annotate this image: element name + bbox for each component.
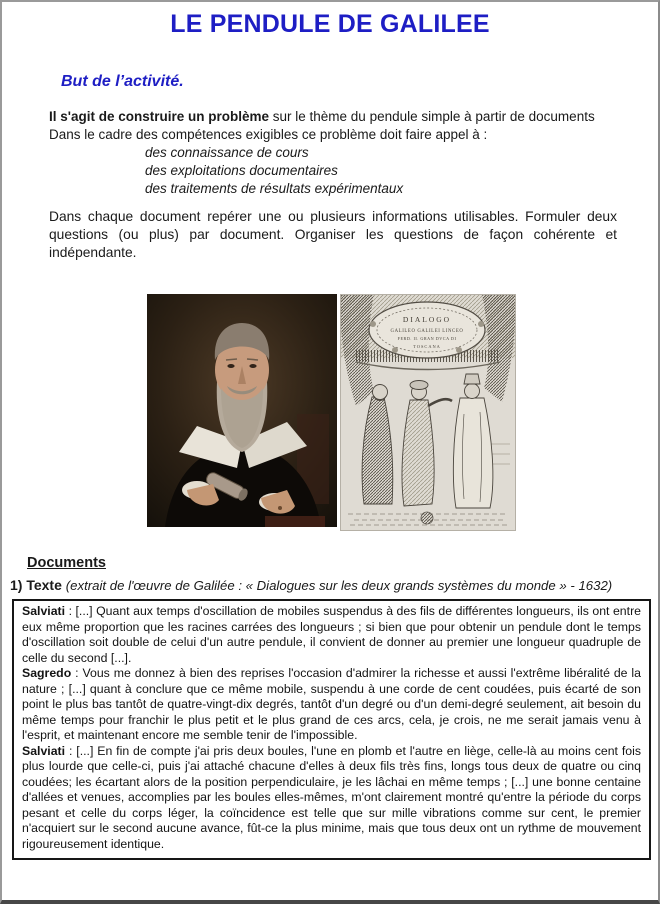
requirements-list [145, 144, 627, 198]
galileo-portrait-image [147, 294, 337, 527]
engraving-title-text: DIALOGO [402, 315, 452, 324]
dialogo-frontispiece-image [340, 294, 516, 531]
intro-text [49, 108, 627, 198]
document1-title-line [10, 577, 654, 593]
intro-lead [49, 108, 627, 126]
text-excerpt-box [12, 599, 651, 860]
intro-lead-rest: sur le thème du pendule simple à partir de documents [269, 109, 595, 124]
intro-line2: Dans le cadre des compétences exigibles ce problème doit faire appel à : [49, 127, 488, 142]
speaker-name: Sagredo [22, 666, 72, 680]
excerpt-paragraph [22, 604, 641, 666]
engraving-line4-text: TOSCANA [413, 344, 441, 349]
speaker-text: : [...] En fin de compte j'ai pris deux boules, l'une en plomb et l'autre en liège, celle-là au moins cent fois plus lourde que celle-ci, puis j'ai attaché chacune d'elles à deux fils très fins, longs tous deux de quatre ou cinq coudées; les écartant alors de la position perpendiculaire, je les lâchai en même temps ; [...] une bonne centaine d'allées et venues, accomplies par les boules elles-mêmes, m'ont clairement montré qu'entre la période du corps pesant et celle du corps léger, la coïncidence est telle que sur mille vibrations comme sur cent, le premier n'acquiert sur le second aucune avance, fût-ce la plus minime, mais que tous deux ont un rythme de mouvement rigoureusement identique. [22, 743, 641, 851]
intro-lead-bold: Il s'agit de construire un problème [49, 109, 270, 124]
instructions-paragraph: Dans chaque document repérer une ou plusieurs informations utilisables. Formuler deux questions (ou plus) par document. Organiser les questions de façon cohérente et indépendante. [49, 209, 617, 260]
documents-heading: Documents [27, 555, 106, 571]
excerpt-paragraph [22, 744, 641, 853]
requirement-item: des connaissance de cours [145, 145, 309, 160]
requirement-item: des traitements de résultats expérimentaux [145, 181, 404, 196]
activity-goal-heading: But de l’activité. [61, 73, 184, 90]
requirement-item: des exploitations documentaires [145, 163, 338, 178]
doc1-source: (extrait de l'œuvre de Galilée : « Dialogues sur les deux grands systèmes du monde » - 1632) [65, 578, 613, 593]
engraving-line3-text: FERD. II. GRAN DVCA DI [397, 336, 457, 341]
speaker-text: : [...] Quant aux temps d'oscillation de mobiles suspendus à des fils de différentes longueurs, ils ont entre eux même proportion que les racines carrées des longueurs ; si bien que pour obtenir un pendule dont le temps d'oscillation soit double de celui d'un autre pendule, il convient de donner au premier une longueur quadruple de celle du second [...]. [22, 604, 641, 665]
speaker-name: Salviati [22, 743, 66, 758]
doc1-label: 1) Texte [10, 577, 62, 593]
figures-row [147, 294, 516, 531]
speaker-name: Salviati [22, 604, 66, 618]
speaker-text: : Vous me donnez à bien des reprises l'occasion d'admirer la richesse et aussi l'extrême libéralité de la nature ; [...] quant à conclure que ce même mobile, suspendu à une corde de cent coudées, puis écarté de son point le plus bas tantôt de quatre-vingt-dix degrés, tantôt d'un degré ou d'un demi-degré seulement, ait besoin du même temps pour franchir le plus petit et le plus grand de ces arcs, cela, je crois, ne me serait jamais venu à l'esprit, et maintenant encore me semble tenir de l'impossible. [22, 666, 641, 742]
page-title: LE PENDULE DE GALILEE [170, 10, 490, 38]
excerpt-paragraph [22, 666, 641, 744]
engraving-subtitle-text: GALILEO GALILEI LINCEO [390, 329, 464, 334]
